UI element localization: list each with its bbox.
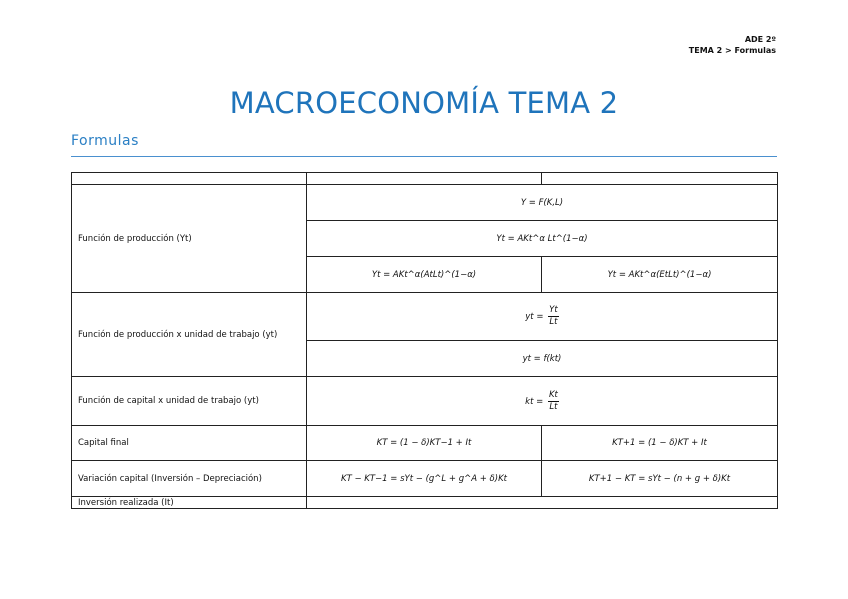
table-header-row [72,173,778,185]
header-cell [307,173,542,185]
empty-cell [307,497,778,509]
section-title: Formulas [71,133,139,149]
formula-produccion-tecnologia-a: Yt = AKt^α(AtLt)^(1−α) [307,257,542,293]
row-label-capital-final: Capital final [72,426,307,461]
formula-lhs: kt = [525,396,544,407]
table-row [72,293,778,341]
formula-variacion-capital-b: KT+1 − KT = sYt − (n + g + δ)Kt [542,461,778,497]
formulas-table [71,172,778,509]
page-title: MACROECONOMÍA TEMA 2 [229,86,619,120]
table-row [72,426,778,461]
formula-produccion-intensiva: yt = f(kt) [307,341,778,377]
table-row [72,377,778,426]
header-cell [72,173,307,185]
fraction-denominator: Lt [549,317,558,327]
formula-variacion-capital-a: KT − KT−1 = sYt − (g^L + g^A + δ)Kt [307,461,542,497]
formula-capital-final-t: KT = (1 − δ)KT−1 + It [307,426,542,461]
fraction-denominator: Lt [549,401,558,412]
breadcrumb: TEMA 2 > Formulas [688,46,776,55]
formula-produccion-general: Y = F(K,L) [307,185,778,221]
table-row [72,461,778,497]
fraction [548,390,559,413]
formula-produccion-tecnologia-e: Yt = AKt^α(EtLt)^(1−α) [542,257,778,293]
course-label: ADE 2º [744,35,776,44]
formula-capital-per-capita [307,377,778,426]
row-label-inversion: Inversión realizada (It) [72,497,307,509]
formula-capital-final-t1: KT+1 = (1 − δ)KT + It [542,426,778,461]
document-header [689,34,776,56]
table-row [72,185,778,221]
formula-produccion-per-capita [307,293,778,341]
fraction-numerator: Yt [549,305,558,315]
fraction [548,305,559,328]
row-label-produccion: Función de producción (Yt) [72,185,307,293]
formula-cobb-douglas: Yt = AKt^α Lt^(1−α) [307,221,778,257]
fraction-numerator: Kt [548,389,558,400]
row-label-capital-trabajo: Función de capital x unidad de trabajo (yt) [72,377,307,426]
row-label-produccion-trabajo: Función de producción x unidad de trabajo (yt) [72,293,307,377]
formula-lhs: yt = [525,312,544,322]
row-label-variacion-capital: Variación capital (Inversión – Depreciación) [72,461,307,497]
table-row [72,497,778,509]
section-divider [71,156,777,157]
header-cell [542,173,778,185]
